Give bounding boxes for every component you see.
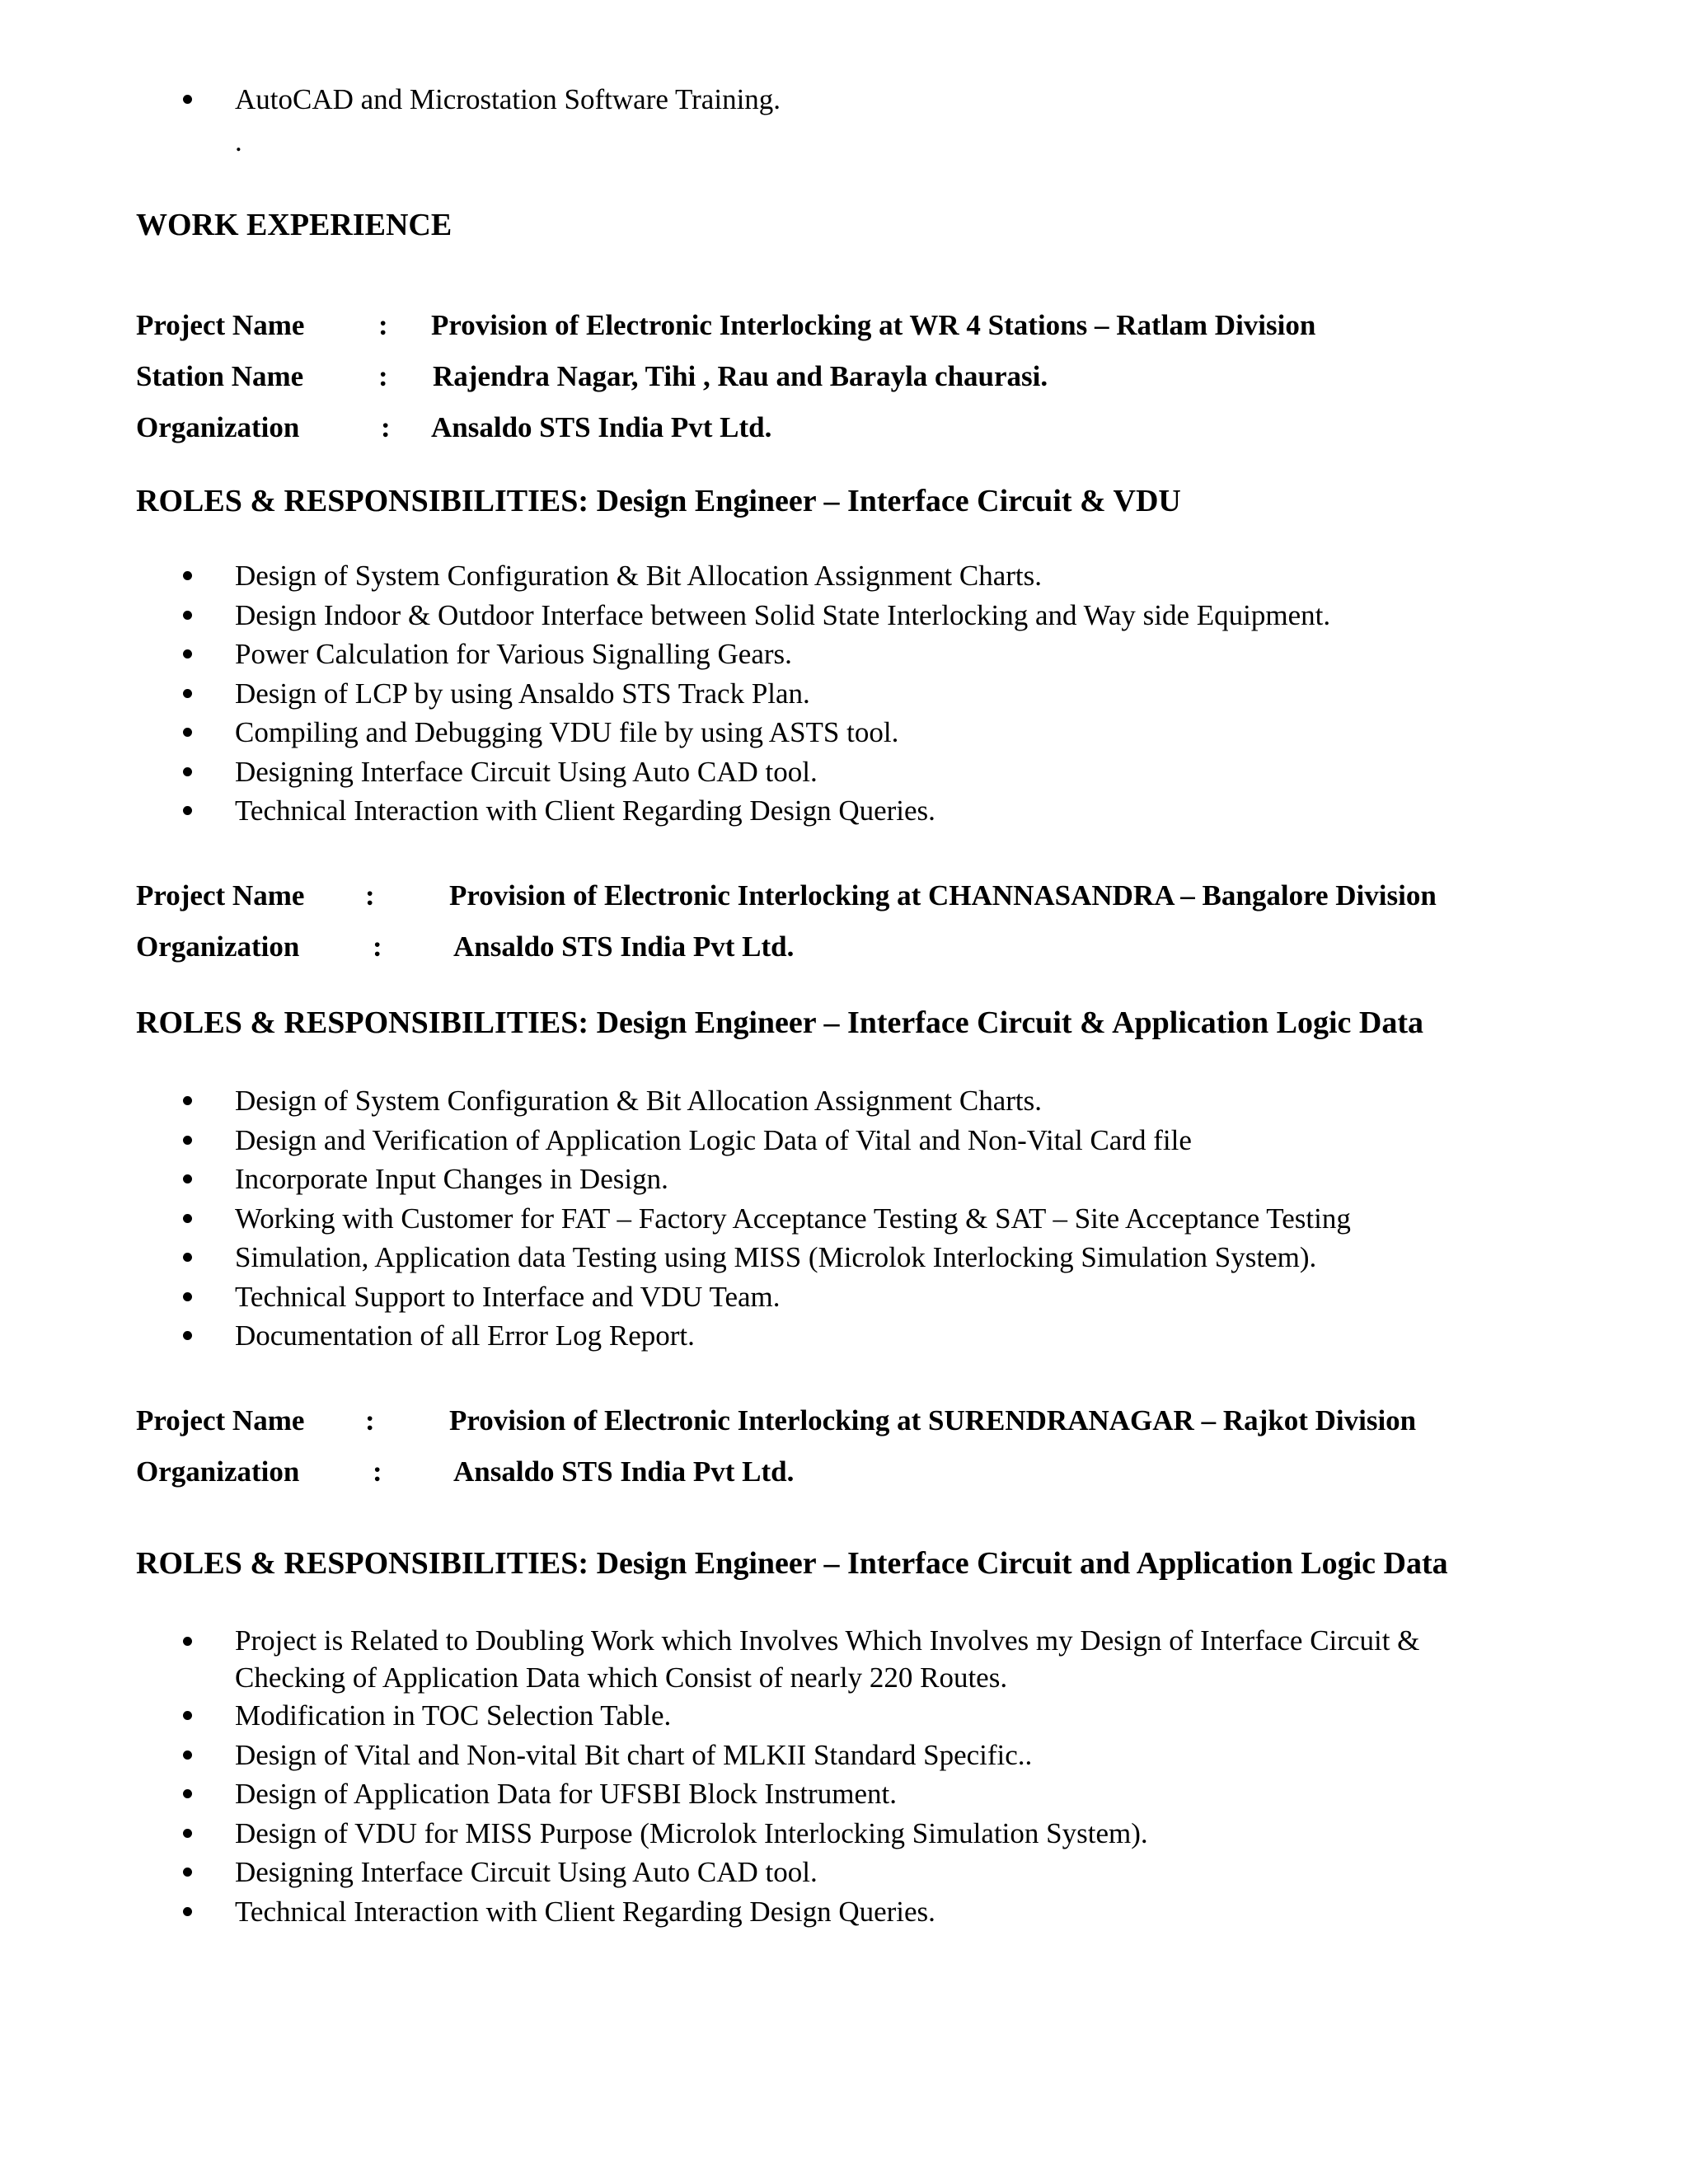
bullet-icon [183, 1292, 192, 1301]
list-item [0, 1277, 1688, 1317]
organization-colon: : [373, 930, 382, 963]
bullet-icon [183, 689, 192, 698]
bullet-icon [183, 1214, 192, 1223]
responsibilities-list [0, 1622, 1688, 1931]
organization-label: Organization [136, 411, 300, 443]
list-item [0, 1774, 1688, 1814]
list-item [0, 556, 1688, 596]
organization-label: Organization [136, 930, 300, 963]
bullet-icon [183, 806, 192, 815]
organization-label: Organization [136, 1455, 300, 1488]
list-item-text: Design Indoor & Outdoor Interface between Solid State Interlocking and Way side Equipment. [235, 598, 1331, 631]
bullet-icon [183, 1789, 192, 1798]
bullet-icon [183, 767, 192, 776]
station-name-colon: : [378, 360, 388, 392]
list-item-text: Design of LCP by using Ansaldo STS Track Plan. [235, 677, 810, 710]
organization-value: Ansaldo STS India Pvt Ltd. [431, 411, 772, 443]
responsibilities-list [0, 556, 1688, 831]
list-item [0, 635, 1688, 674]
list-item [0, 1238, 1688, 1277]
project-name-colon: : [378, 309, 388, 341]
list-item-text: Designing Interface Circuit Using Auto CAD tool. [235, 755, 818, 788]
bullet-icon [183, 95, 192, 104]
list-item [0, 1853, 1688, 1892]
list-item [0, 1622, 1504, 1696]
list-item [0, 1160, 1688, 1199]
project-name-colon: : [365, 879, 375, 912]
list-item-text: Documentation of all Error Log Report. [235, 1319, 695, 1352]
bullet-icon [183, 1637, 192, 1646]
list-item [0, 674, 1688, 714]
bullet-icon [183, 649, 192, 658]
roles-heading: ROLES & RESPONSIBILITIES: Design Engineer – Interface Circuit & Application Logic Data [136, 1005, 1423, 1040]
list-item [0, 1814, 1688, 1854]
bullet-icon [183, 1174, 192, 1183]
project-name-label: Project Name [136, 1404, 305, 1436]
organization-value: Ansaldo STS India Pvt Ltd. [453, 1455, 795, 1488]
list-item-text: Design of Application Data for UFSBI Block Instrument. [235, 1778, 897, 1810]
list-item [0, 1736, 1688, 1775]
bullet-icon [183, 571, 192, 580]
list-item [0, 1121, 1688, 1160]
project-name-value: Provision of Electronic Interlocking at CHANNASANDRA – Bangalore Division [449, 879, 1437, 912]
list-item-text: Technical Support to Interface and VDU Team. [235, 1280, 781, 1313]
station-name-label: Station Name [136, 360, 304, 392]
bullet-icon [183, 1750, 192, 1760]
bullet-icon [183, 1907, 192, 1916]
bullet-icon [183, 728, 192, 737]
list-item-text: Technical Interaction with Client Regarding Design Queries. [235, 1895, 935, 1928]
station-name-value: Rajendra Nagar, Tihi , Rau and Barayla chaurasi. [433, 360, 1048, 392]
responsibilities-list [0, 1081, 1688, 1356]
bullet-icon [183, 1331, 192, 1340]
list-item [0, 80, 1688, 120]
intro-list [0, 80, 1688, 120]
bullet-icon [183, 1253, 192, 1262]
bullet-icon [183, 1136, 192, 1145]
list-item-text: Working with Customer for FAT – Factory Acceptance Testing & SAT – Site Acceptance Testing [235, 1202, 1351, 1235]
organization-colon: : [373, 1455, 382, 1488]
list-item [0, 1892, 1688, 1932]
list-item [0, 791, 1688, 831]
list-item-text: Technical Interaction with Client Regarding Design Queries. [235, 794, 935, 827]
bullet-icon [183, 1829, 192, 1838]
list-item [0, 596, 1688, 635]
project-name-value: Provision of Electronic Interlocking at WR 4 Stations – Ratlam Division [431, 309, 1316, 341]
list-item-text: Designing Interface Circuit Using Auto CAD tool. [235, 1856, 818, 1888]
list-item [0, 1081, 1688, 1121]
list-item-text: Design of System Configuration & Bit Allocation Assignment Charts. [235, 1085, 1042, 1117]
list-item-text: Design of System Configuration & Bit Allocation Assignment Charts. [235, 560, 1042, 592]
list-item-text: Design and Verification of Application Logic Data of Vital and Non-Vital Card file [235, 1123, 1192, 1156]
list-item-text: AutoCAD and Microstation Software Training. [235, 83, 781, 115]
list-item [0, 713, 1688, 752]
project-name-label: Project Name [136, 309, 305, 341]
list-item [0, 752, 1688, 792]
roles-heading: ROLES & RESPONSIBILITIES: Design Engineer – Interface Circuit & VDU [136, 484, 1181, 518]
roles-heading: ROLES & RESPONSIBILITIES: Design Engineer – Interface Circuit and Application Logic Data [136, 1546, 1448, 1581]
bullet-icon [183, 611, 192, 620]
list-item-text: Power Calculation for Various Signalling Gears. [235, 638, 792, 670]
project-name-value: Provision of Electronic Interlocking at SURENDRANAGAR – Rajkot Division [449, 1404, 1417, 1436]
list-item-text: Incorporate Input Changes in Design. [235, 1163, 668, 1195]
bullet-icon [183, 1096, 192, 1105]
list-item [0, 1199, 1688, 1239]
list-item-text: Project is Related to Doubling Work which Involves Which Involves my Design of Interface Circuit & Checking of Application Data which Consist of nearly 220 Routes. [235, 1624, 1420, 1694]
list-item-text: Design of Vital and Non-vital Bit chart of MLKII Standard Specific.. [235, 1738, 1033, 1771]
organization-colon: : [381, 411, 391, 443]
work-experience-heading: WORK EXPERIENCE [136, 208, 452, 242]
bullet-icon [183, 1868, 192, 1877]
list-item [0, 1316, 1688, 1356]
organization-value: Ansaldo STS India Pvt Ltd. [453, 930, 795, 963]
project-name-colon: : [365, 1404, 375, 1436]
project-name-label: Project Name [136, 879, 305, 912]
bullet-icon [183, 1711, 192, 1720]
stray-dot: . [235, 125, 242, 157]
list-item-text: Compiling and Debugging VDU file by using ASTS tool. [235, 716, 899, 748]
list-item-text: Modification in TOC Selection Table. [235, 1699, 672, 1732]
list-item-text: Simulation, Application data Testing using MISS (Microlok Interlocking Simulation System). [235, 1241, 1317, 1273]
list-item [0, 1696, 1688, 1736]
list-item-text: Design of VDU for MISS Purpose (Microlok Interlocking Simulation System). [235, 1816, 1148, 1849]
